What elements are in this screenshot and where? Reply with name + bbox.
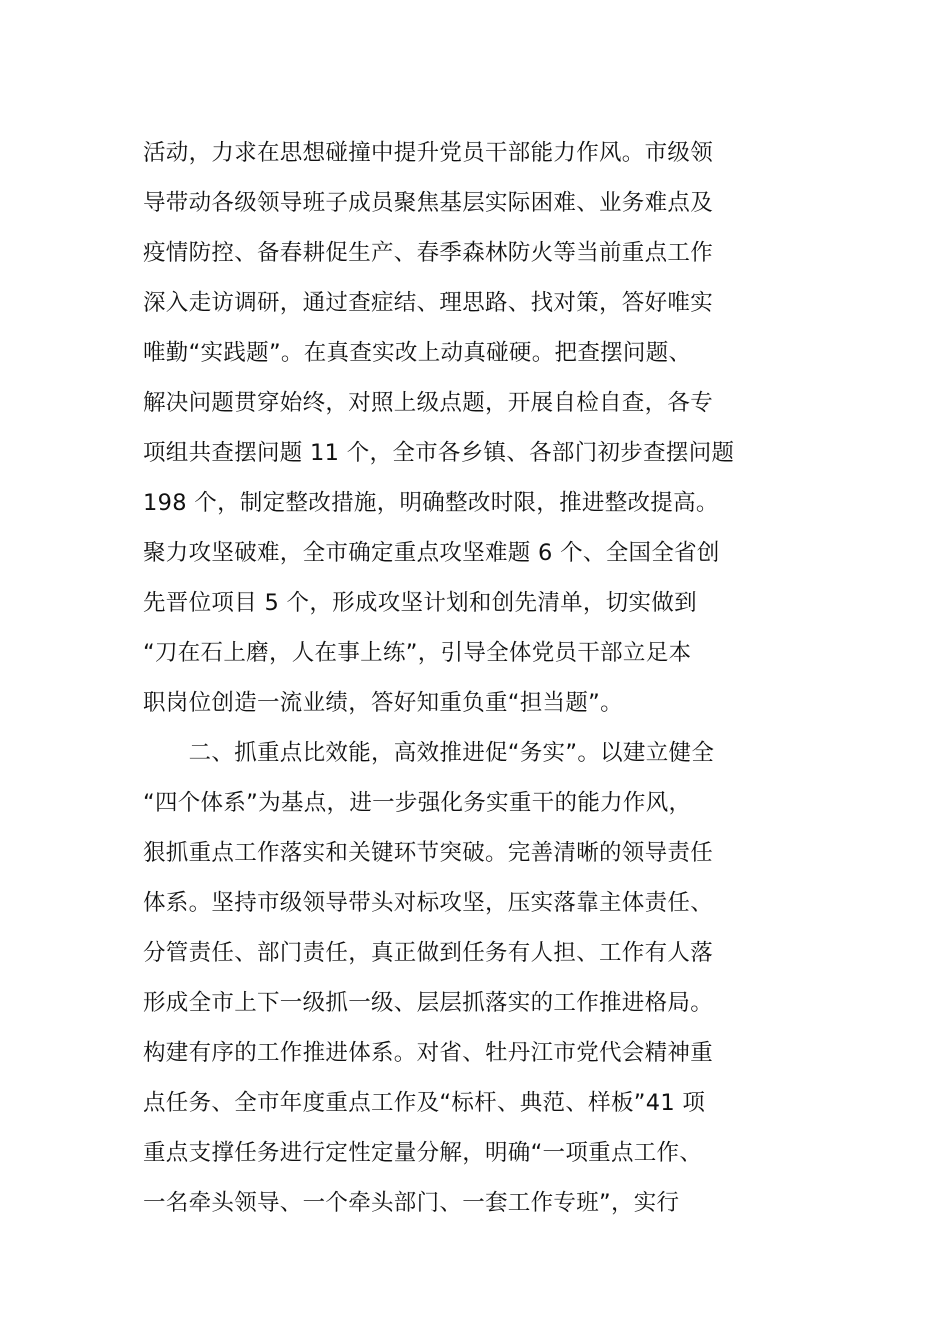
text-line: 解决问题贯穿始终，对照上级点题，开展自检自查，各专	[143, 390, 714, 416]
text-line: 项组共查摆问题 11 个，全市各乡镇、各部门初步查摆问题	[143, 440, 735, 466]
text-line: 唯勤“实践题”。在真查实改上动真碰硬。把查摆问题、	[143, 340, 692, 366]
text-line: 一名牵头领导、一个牵头部门、一套工作专班”，实行	[143, 1190, 680, 1216]
text-line: 职岗位创造一流业绩，答好知重负重“担当题”。	[143, 690, 623, 716]
section-heading-line: 二、抓重点比效能，高效推进促“务实”。以建立健全	[143, 740, 715, 766]
text-line: 狠抓重点工作落实和关键环节突破。完善清晰的领导责任	[143, 840, 714, 866]
text-line: 活动，力求在思想碰撞中提升党员干部能力作风。市级领	[143, 140, 714, 166]
body-text	[143, 128, 807, 1228]
text-line: “四个体系”为基点，进一步强化务实重干的能力作风，	[143, 790, 692, 816]
text-line: 聚力攻坚破难，全市确定重点攻坚难题 6 个、全国全省创	[143, 540, 720, 566]
text-line: 点任务、全市年度重点工作及“标杆、典范、样板”41 项	[143, 1090, 706, 1116]
text-line: 疫情防控、备春耕促生产、春季森林防火等当前重点工作	[143, 240, 714, 266]
text-line: 构建有序的工作推进体系。对省、牡丹江市党代会精神重	[143, 1040, 714, 1066]
text-line: 重点支撑任务进行定性定量分解，明确“一项重点工作、	[143, 1140, 703, 1166]
text-line: 分管责任、部门责任，真正做到任务有人担、工作有人落	[143, 940, 714, 966]
text-line: 深入走访调研，通过查症结、理思路、找对策，答好唯实	[143, 290, 714, 316]
text-line: 导带动各级领导班子成员聚焦基层实际困难、业务难点及	[143, 190, 714, 216]
text-line: 体系。坚持市级领导带头对标攻坚，压实落靠主体责任、	[143, 890, 714, 916]
text-line: “刀在石上磨，人在事上练”，引导全体党员干部立足本	[143, 640, 692, 666]
text-line: 198 个，制定整改措施，明确整改时限，推进整改提高。	[143, 490, 719, 516]
text-line: 先晋位项目 5 个，形成攻坚计划和创先清单，切实做到	[143, 590, 697, 616]
text-line: 形成全市上下一级抓一级、层层抓落实的工作推进格局。	[143, 990, 714, 1016]
